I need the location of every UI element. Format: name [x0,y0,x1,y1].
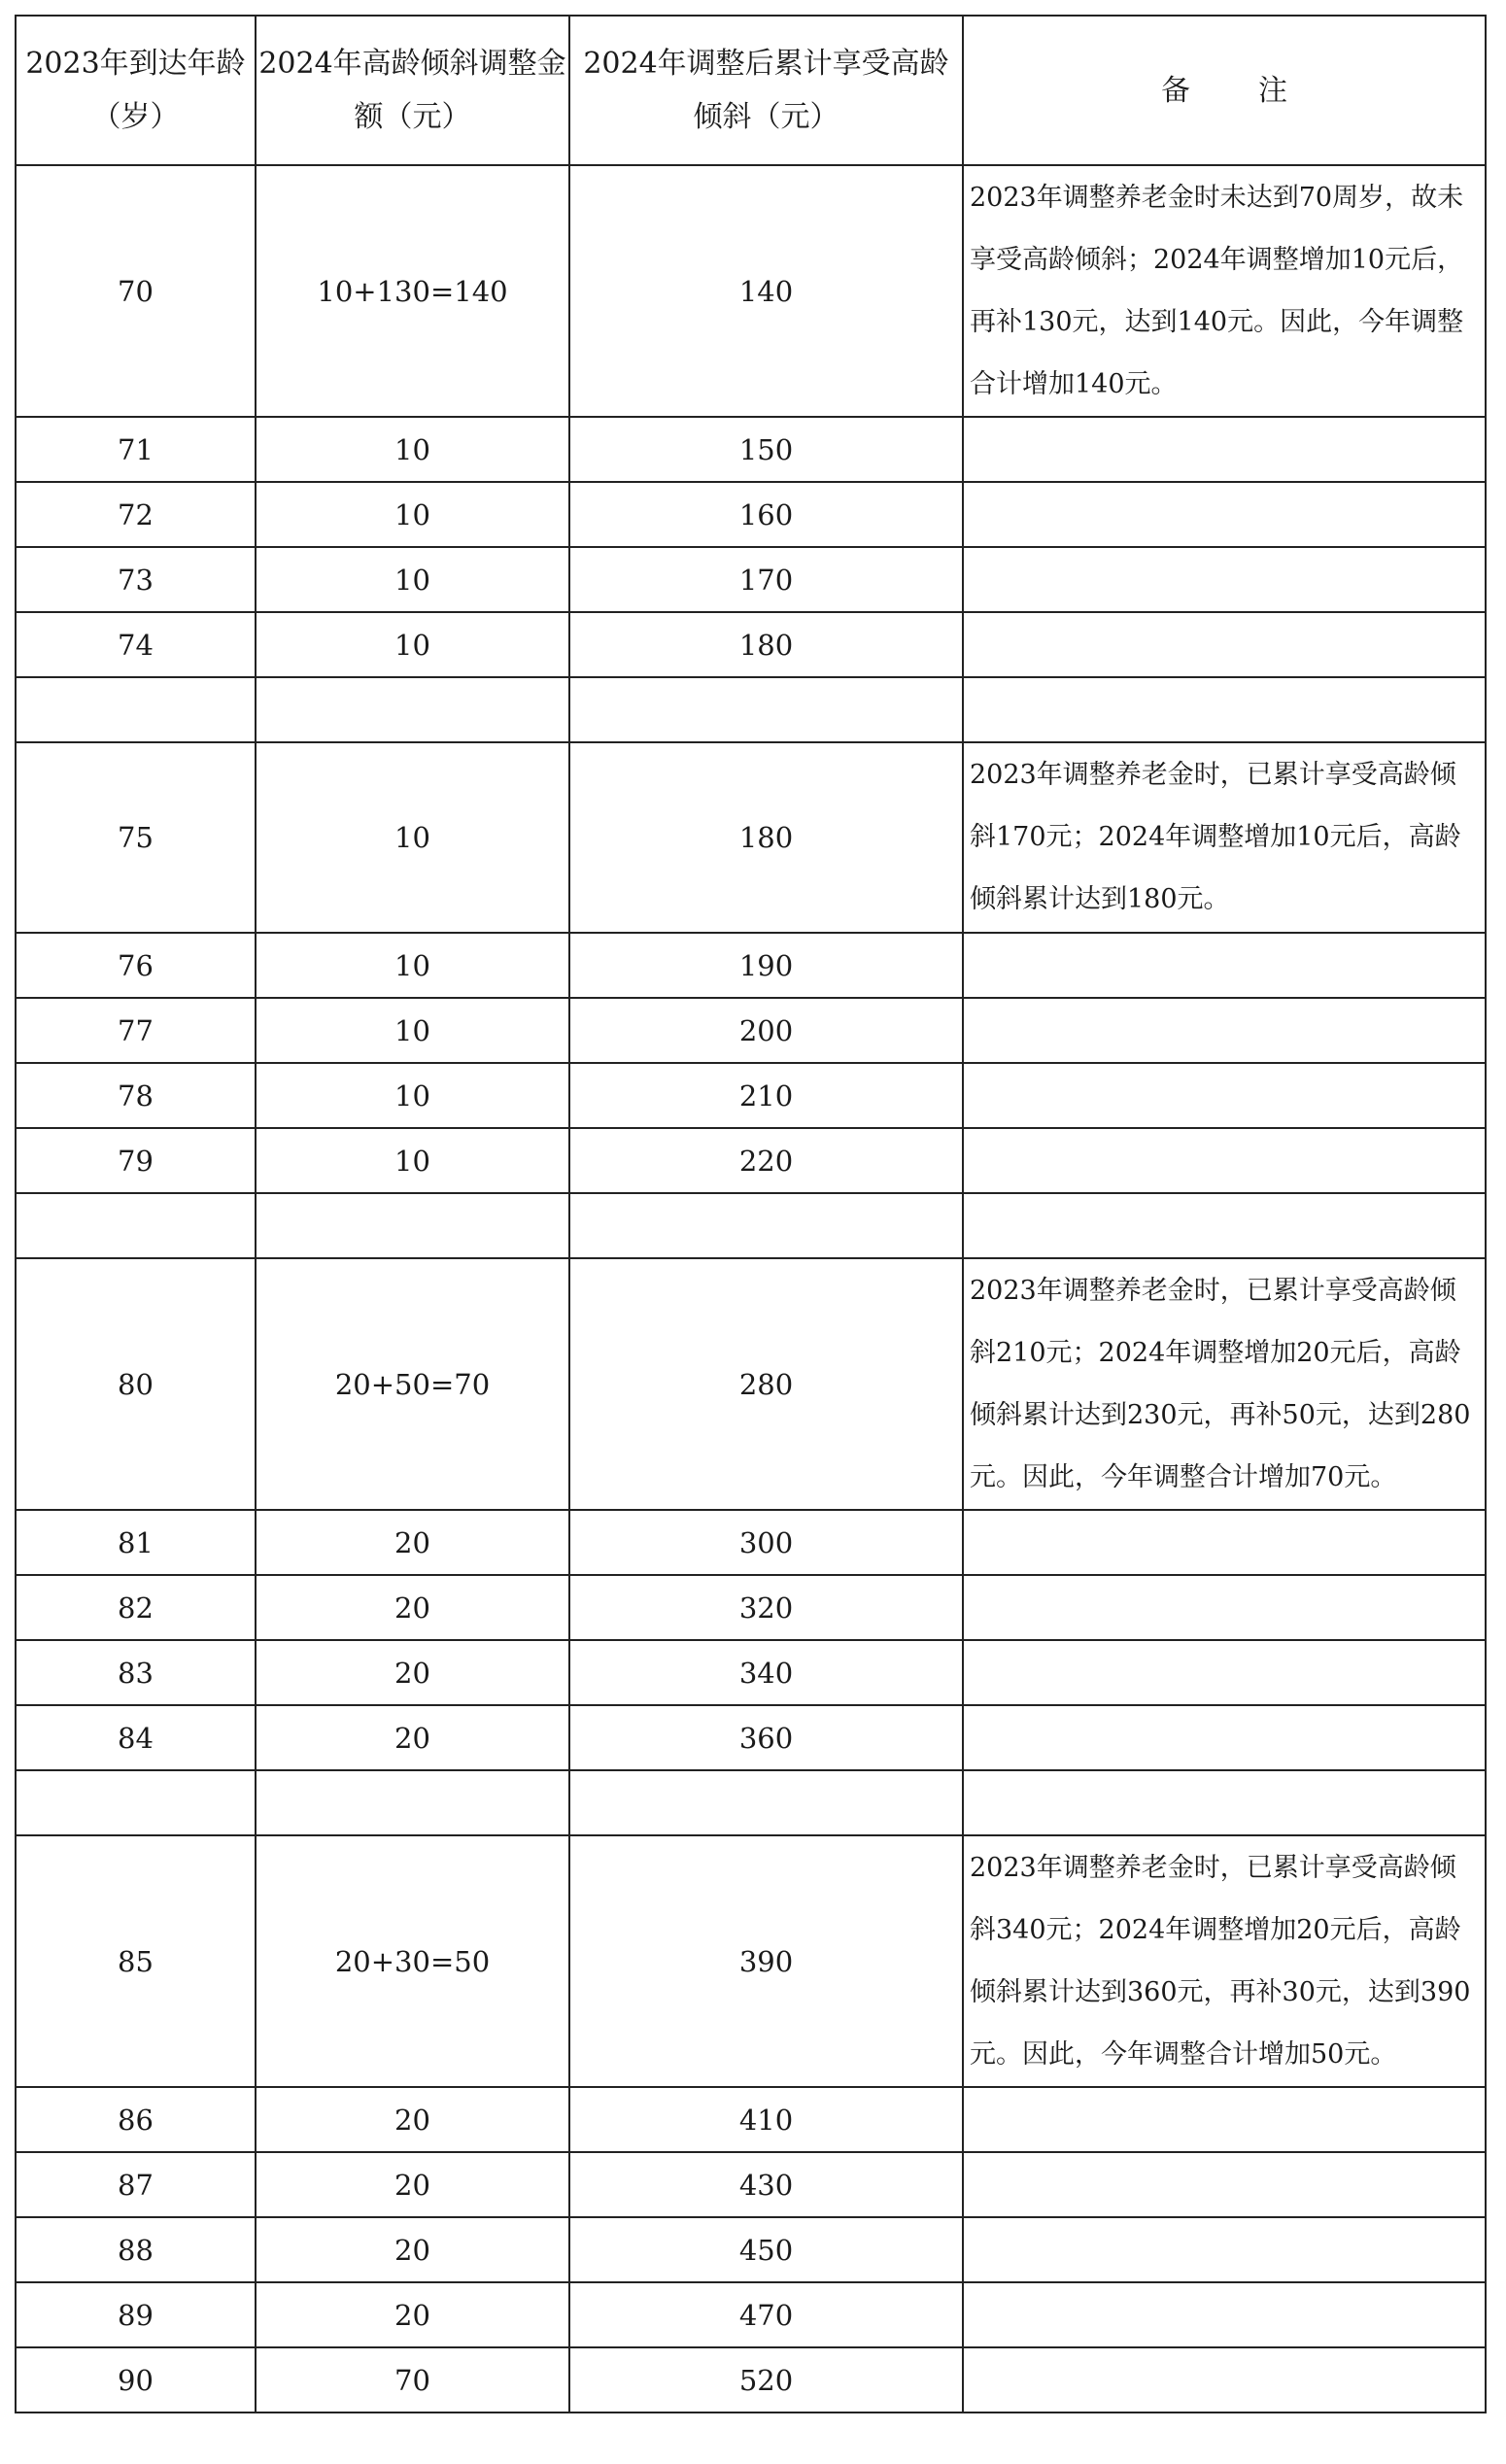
age-cell: 81 [16,1510,256,1575]
table-row [16,1640,1486,1705]
table-row [16,2217,1486,2282]
header-remark-char-1: 备 [1161,73,1190,108]
age-cell: 86 [16,2087,256,2152]
total-cell: 470 [569,2282,963,2347]
table-row [16,165,1486,417]
blank-row [16,1770,1486,1835]
note-cell [963,2152,1486,2217]
note-cell: 2023年调整养老金时，已累计享受高龄倾斜170元；2024年调整增加10元后，高龄倾斜累计达到180元。 [963,742,1486,933]
note-cell: 2023年调整养老金时，已累计享受高龄倾斜340元；2024年调整增加20元后，高龄倾斜累计达到360元，再补30元，达到390元。因此，今年调整合计增加50元。 [963,1835,1486,2087]
table-row [16,2282,1486,2347]
note-cell [963,2282,1486,2347]
age-cell: 84 [16,1705,256,1770]
age-cell: 89 [16,2282,256,2347]
note-cell [963,1128,1486,1193]
age-cell: 70 [16,165,256,417]
adjust-cell: 10 [256,612,569,677]
age-cell: 77 [16,998,256,1063]
age-cell: 78 [16,1063,256,1128]
age-cell: 90 [16,2347,256,2413]
table-row [16,612,1486,677]
age-cell: 76 [16,933,256,998]
age-cell: 82 [16,1575,256,1640]
adjust-cell: 20 [256,2152,569,2217]
adjust-cell: 20 [256,1705,569,1770]
adjust-cell: 10 [256,1063,569,1128]
table-header-row [16,16,1486,165]
total-cell: 180 [569,612,963,677]
total-cell: 150 [569,417,963,482]
note-cell [963,2347,1486,2413]
table-row [16,1128,1486,1193]
total-cell: 410 [569,2087,963,2152]
note-cell [963,482,1486,547]
age-cell: 74 [16,612,256,677]
note-cell [963,1575,1486,1640]
table-row [16,1835,1486,2087]
adjust-cell: 10 [256,417,569,482]
table-row [16,1575,1486,1640]
age-cell: 80 [16,1258,256,1510]
note-cell [963,1063,1486,1128]
total-cell: 390 [569,1835,963,2087]
total-cell: 220 [569,1128,963,1193]
total-cell: 280 [569,1258,963,1510]
blank-row [16,677,1486,742]
adjust-cell: 10 [256,742,569,933]
adjust-cell: 10 [256,1128,569,1193]
table-row [16,1510,1486,1575]
total-cell: 300 [569,1510,963,1575]
age-cell: 85 [16,1835,256,2087]
table-row [16,417,1486,482]
adjust-cell: 20 [256,1640,569,1705]
total-cell: 140 [569,165,963,417]
age-cell: 79 [16,1128,256,1193]
adjust-cell: 10 [256,482,569,547]
adjust-cell: 20+30=50 [256,1835,569,2087]
note-cell [963,547,1486,612]
header-total: 2024年调整后累计享受高龄倾斜（元） [569,16,963,165]
total-cell: 340 [569,1640,963,1705]
total-cell: 450 [569,2217,963,2282]
total-cell: 320 [569,1575,963,1640]
table-row [16,742,1486,933]
table-row [16,482,1486,547]
table-row [16,547,1486,612]
note-cell [963,417,1486,482]
note-cell [963,1705,1486,1770]
note-cell [963,1640,1486,1705]
adjust-cell: 20 [256,2217,569,2282]
header-adjust: 2024年高龄倾斜调整金额（元） [256,16,569,165]
total-cell: 180 [569,742,963,933]
table-row [16,2152,1486,2217]
total-cell: 190 [569,933,963,998]
age-cell: 71 [16,417,256,482]
table-row [16,1063,1486,1128]
table-row [16,1258,1486,1510]
total-cell: 160 [569,482,963,547]
header-remark-char-2: 注 [1258,73,1287,108]
total-cell: 170 [569,547,963,612]
adjust-cell: 20+50=70 [256,1258,569,1510]
header-remark [963,16,1486,165]
table-row [16,2347,1486,2413]
adjust-cell: 20 [256,2087,569,2152]
adjust-cell: 10 [256,998,569,1063]
age-cell: 83 [16,1640,256,1705]
note-cell [963,612,1486,677]
adjust-cell: 20 [256,1575,569,1640]
age-cell: 88 [16,2217,256,2282]
table-row [16,1705,1486,1770]
age-cell: 87 [16,2152,256,2217]
adjust-cell: 10 [256,547,569,612]
note-cell [963,1510,1486,1575]
note-cell: 2023年调整养老金时未达到70周岁，故未享受高龄倾斜；2024年调整增加10元后，再补130元，达到140元。因此，今年调整合计增加140元。 [963,165,1486,417]
note-cell [963,998,1486,1063]
age-cell: 75 [16,742,256,933]
note-cell [963,933,1486,998]
table-row [16,2087,1486,2152]
table-row [16,933,1486,998]
total-cell: 430 [569,2152,963,2217]
age-cell: 72 [16,482,256,547]
pension-adjustment-table [15,15,1487,2413]
note-cell [963,2087,1486,2152]
adjust-cell: 70 [256,2347,569,2413]
adjust-cell: 20 [256,2282,569,2347]
blank-row [16,1193,1486,1258]
header-age: 2023年到达年龄（岁） [16,16,256,165]
age-cell: 73 [16,547,256,612]
adjust-cell: 20 [256,1510,569,1575]
adjust-cell: 10+130=140 [256,165,569,417]
note-cell [963,2217,1486,2282]
total-cell: 360 [569,1705,963,1770]
total-cell: 210 [569,1063,963,1128]
total-cell: 200 [569,998,963,1063]
adjust-cell: 10 [256,933,569,998]
note-cell: 2023年调整养老金时，已累计享受高龄倾斜210元；2024年调整增加20元后，高龄倾斜累计达到230元，再补50元，达到280元。因此，今年调整合计增加70元。 [963,1258,1486,1510]
table-row [16,998,1486,1063]
total-cell: 520 [569,2347,963,2413]
